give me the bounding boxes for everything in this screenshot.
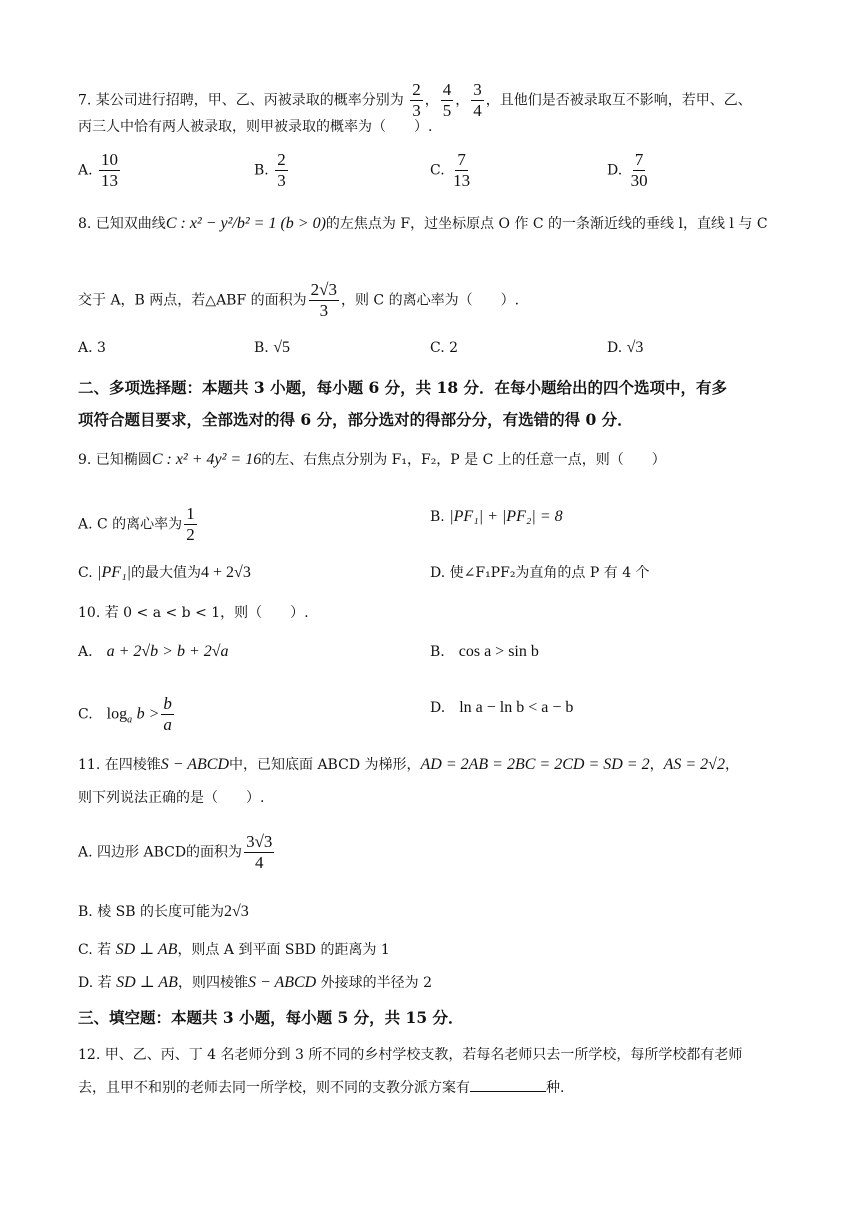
frac: [161, 694, 174, 735]
num: 2√3: [310, 280, 337, 299]
q9-option-c: [78, 563, 251, 583]
num: 3: [473, 80, 482, 99]
q11-option-c: [78, 940, 390, 960]
log-base: a: [127, 714, 133, 726]
den: 5: [442, 101, 452, 120]
den: 30: [630, 171, 648, 190]
text: C. 若: [78, 942, 112, 958]
q10-option-a: [78, 642, 229, 662]
num: 7: [634, 150, 644, 169]
den: 13: [101, 171, 119, 190]
label: D.: [430, 700, 446, 716]
text: 的左焦点为 F，过坐标原点 O 作 C 的一条渐近线的垂线 l，直线 l 与 C: [325, 216, 768, 232]
num: 3√3: [246, 832, 273, 851]
value: |PF₁|: [97, 564, 132, 581]
value: ln a − ln b < a − b: [459, 699, 574, 716]
num: 10: [101, 150, 119, 169]
q11-option-d: [78, 973, 432, 993]
frac: [275, 150, 288, 191]
frac: [629, 150, 650, 191]
q7-stem-line2: 丙三人中恰有两人被录取，则甲被录取的概率为（ ）.: [78, 119, 433, 135]
den: 3: [412, 101, 421, 120]
sep: ，: [649, 757, 664, 773]
num: 2: [277, 150, 286, 169]
text: 去，且甲不和别的老师去同一所学校，则不同的支教分派方案有: [78, 1080, 470, 1096]
label: A.: [78, 162, 93, 179]
text: ，则 C 的离心率为（ ）.: [340, 292, 520, 309]
label: C.: [430, 162, 445, 179]
section-2-heading-line2: 项符合题目要求，全部选对的得 6 分，部分选对的得部分分，有选错的得 0 分．: [78, 410, 633, 429]
value: 4 + 2√3: [201, 564, 251, 581]
area-frac: [309, 280, 339, 321]
q12-stem-line2: [78, 1077, 564, 1098]
q9-option-b: [430, 507, 563, 527]
label: B.: [430, 509, 445, 525]
hyperbola-equation: C : x² − y²/b² = 1 (b > 0): [165, 215, 326, 232]
frac: [99, 150, 120, 191]
value: SD ⊥ AB: [116, 974, 178, 991]
sep: ，: [424, 92, 439, 109]
q7-option-d: [607, 150, 652, 191]
q7-frac-1: [410, 80, 423, 121]
q8-option-c: C. 2: [430, 340, 459, 356]
value: b >: [136, 705, 160, 723]
text: A. C 的离心率为: [78, 516, 183, 533]
text: 种.: [546, 1080, 565, 1096]
value: |PF₁| + |PF₂| = 8: [449, 508, 563, 525]
frac: [244, 832, 274, 873]
q7-option-b: [254, 150, 290, 191]
label: D.: [607, 340, 623, 356]
den: a: [163, 715, 172, 734]
den: 2: [186, 525, 195, 544]
sep: ，: [455, 92, 470, 109]
q11-stem-line2: 则下列说法正确的是（ ）.: [78, 790, 265, 806]
answer-blank[interactable]: [470, 1077, 546, 1092]
section-3-heading: 三、填空题：本题共 3 小题，每小题 5 分，共 15 分．: [78, 1008, 464, 1027]
q10-option-d: [430, 698, 573, 718]
text: 交于 A，B 两点，若△ABF 的面积为: [78, 292, 307, 309]
num: 2: [412, 80, 421, 99]
q8-option-a: A. 3: [78, 340, 106, 356]
frac: [451, 150, 472, 191]
text: 11. 在四棱锥: [78, 757, 161, 773]
label: C.: [78, 565, 93, 581]
q10-option-c: [78, 694, 176, 735]
section-2-heading-line1: 二、多项选择题：本题共 3 小题，每小题 6 分，共 18 分．在每小题给出的四个选项中，有多: [78, 378, 728, 397]
text: 中，已知底面 ABCD 为梯形，: [229, 757, 421, 773]
q10-option-b: [430, 642, 539, 662]
value: a + 2√b > b + 2√a: [106, 643, 229, 660]
q10-stem: 10. 若 0 < a < b < 1，则（ ）.: [78, 605, 309, 621]
q7-frac-3: [471, 80, 484, 121]
num: b: [163, 694, 172, 713]
text: 9. 已知椭圆: [78, 452, 152, 468]
text: ，则点 A 到平面 SBD 的距离为 1: [177, 942, 390, 958]
value: AD = 2AB = 2BC = 2CD = SD = 2: [420, 756, 650, 773]
q8-stem-line2: [78, 280, 519, 321]
den: 13: [453, 171, 471, 190]
den: 4: [473, 101, 482, 120]
text: A. 四边形 ABCD的面积为: [78, 844, 243, 861]
log: log: [106, 705, 128, 723]
value: cos a > sin b: [458, 643, 539, 660]
q11-option-b: [78, 902, 249, 922]
label: B.: [430, 644, 445, 660]
text: 的左、右焦点分别为 F₁，F₂，P 是 C 上的任意一点，则（ ）: [261, 452, 666, 468]
value: AS = 2√2: [663, 756, 725, 773]
value: √5: [273, 339, 290, 356]
den: 3: [277, 171, 286, 190]
sep: ，: [724, 757, 739, 773]
text: 8. 已知双曲线: [78, 216, 166, 232]
num: 7: [457, 150, 466, 169]
text: 的最大值为: [131, 565, 202, 581]
q11-option-a: [78, 832, 276, 873]
label: D.: [607, 162, 623, 179]
ellipse-equation: C : x² + 4y² = 16: [151, 451, 262, 468]
q7-text: 7. 某公司进行招聘，甲、乙、丙被录取的概率分别为: [78, 92, 404, 109]
q7-stem-line1: [78, 80, 752, 121]
value: S − ABCD: [160, 756, 229, 773]
q9-stem: [78, 450, 666, 470]
den: 4: [254, 853, 264, 872]
frac: [184, 504, 197, 545]
text: ，则四棱锥: [177, 975, 248, 991]
q8-stem-line1: [78, 214, 768, 234]
value: S − ABCD: [247, 974, 317, 991]
num: 4: [442, 80, 452, 99]
q11-stem-line1: [78, 755, 739, 775]
text: D. 若: [78, 975, 112, 991]
label: C.: [78, 706, 93, 723]
value: SD ⊥ AB: [115, 941, 178, 958]
text: 外接球的半径为 2: [320, 975, 433, 991]
q9-option-a: [78, 504, 199, 545]
q12-stem-line1: 12. 甲、乙、丙、丁 4 名老师分到 3 所不同的乡村学校支教，若每名老师只去一所学校，每所学校都有老师: [78, 1047, 743, 1063]
q7-option-a: [78, 150, 122, 191]
q7-text-b: ，且他们是否被录取互不影响，若甲、乙、: [485, 92, 752, 109]
num: 1: [186, 504, 195, 523]
q9-option-d: D. 使∠F₁PF₂为直角的点 P 有 4 个: [430, 565, 650, 581]
label: A.: [78, 644, 93, 660]
value: 2√3: [223, 903, 249, 920]
value: √3: [626, 339, 644, 356]
q8-option-d: [607, 338, 643, 358]
text: B. 棱 SB 的长度可能为: [78, 904, 224, 920]
label: B.: [254, 340, 269, 356]
q7-option-c: [430, 150, 474, 191]
den: 3: [319, 301, 329, 320]
label: B.: [254, 162, 269, 179]
q8-option-b: [254, 338, 290, 358]
q7-frac-2: [441, 80, 454, 121]
